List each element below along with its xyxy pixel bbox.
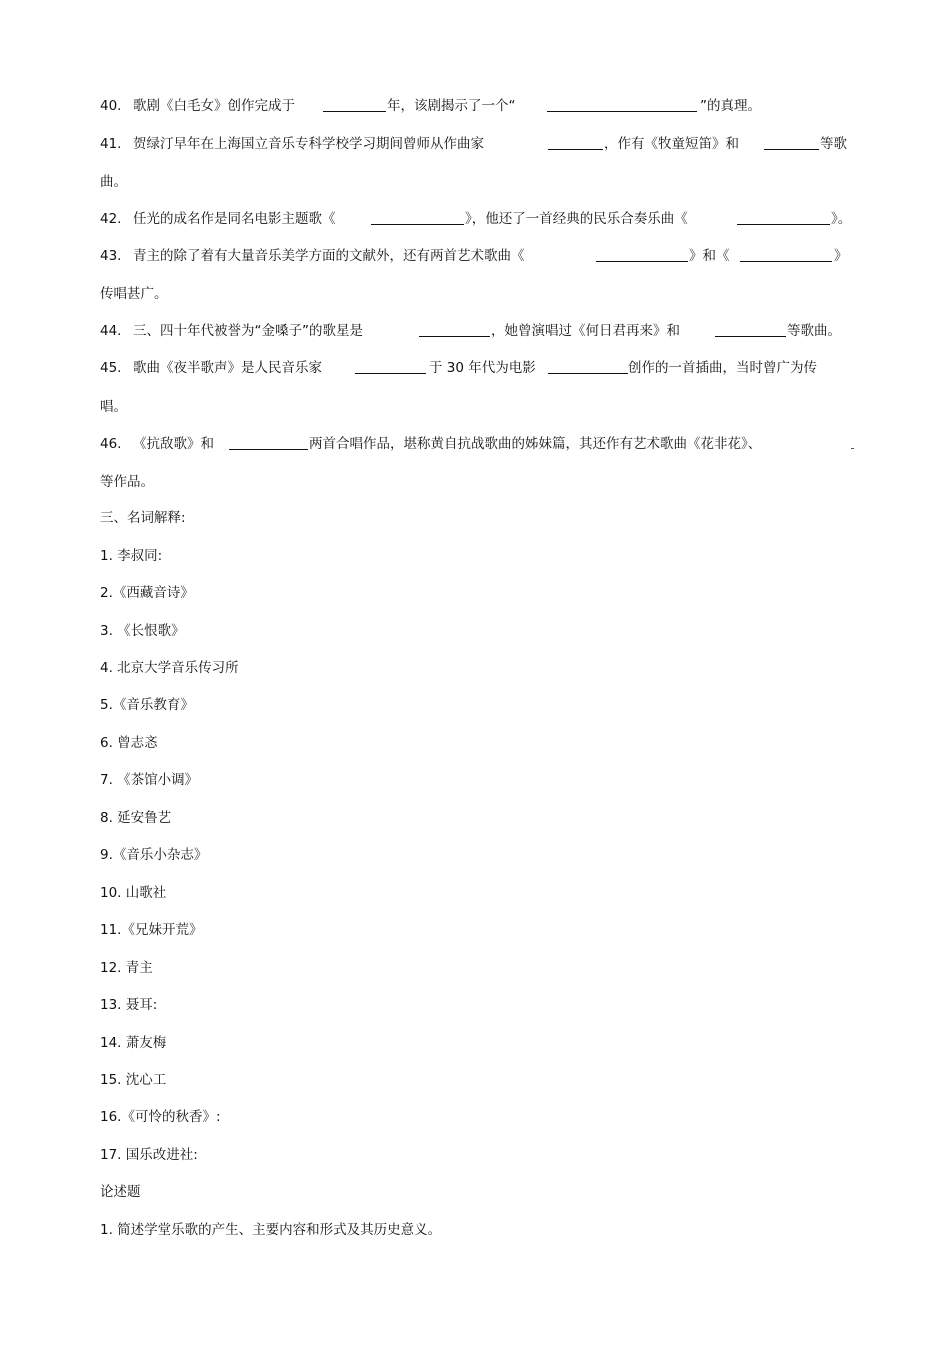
question-46-continued: [0, 472, 950, 492]
question-text: 于 30 年代为电影: [429, 360, 536, 376]
question-text: 》。: [831, 211, 852, 227]
question-text: ，她曾演唱过《何日君再来》和: [491, 323, 680, 339]
essay-question: 1. 简述学堂乐歌的产生、主要内容和形式及其历史意义。: [100, 1222, 442, 1238]
question-45: [0, 358, 950, 378]
glossary-item: [0, 845, 950, 865]
answer-blank: [371, 224, 464, 225]
question-text: ”的真理。: [700, 98, 761, 114]
glossary-term: 7. 《茶馆小调》: [100, 772, 199, 788]
glossary-term: 16.《可怜的秋香》:: [100, 1109, 221, 1125]
glossary-term: 14. 萧友梅: [100, 1035, 167, 1051]
glossary-item: [0, 695, 950, 715]
glossary-item: [0, 958, 950, 978]
question-40: [0, 96, 950, 116]
question-text: 》和《: [689, 248, 730, 264]
question-number: 41.: [100, 136, 122, 152]
question-number: 40.: [100, 98, 122, 114]
question-text: 曲。: [100, 174, 127, 190]
question-text: 创作的一首插曲，当时曾广为传: [628, 360, 817, 376]
question-46: [0, 434, 950, 454]
section-heading: 三、名词解释:: [100, 510, 186, 526]
question-text: 《抗敌歌》和: [133, 436, 214, 452]
question-text: 》，他还了一首经典的民乐合奏乐曲《: [465, 211, 688, 227]
answer-blank: [323, 111, 386, 112]
glossary-item: [0, 770, 950, 790]
glossary-item: [0, 1107, 950, 1127]
question-45-continued: [0, 397, 950, 417]
section-heading: 论述题: [100, 1184, 141, 1200]
glossary-item: [0, 883, 950, 903]
question-text: 年，该剧揭示了一个“: [387, 98, 516, 114]
glossary-term: 11.《兄妹开荒》: [100, 922, 203, 938]
answer-blank: [548, 149, 603, 150]
question-text: 》: [834, 248, 848, 264]
question-number: 43.: [100, 248, 122, 264]
answer-blank: [740, 261, 832, 262]
essay-item: [0, 1220, 950, 1240]
question-41-continued: [0, 172, 950, 192]
stray-mark: [851, 448, 854, 449]
question-text: 三、四十年代被誉为“金嗓子”的歌星是: [133, 323, 363, 339]
glossary-term: 3. 《长恨歌》: [100, 623, 185, 639]
glossary-item: [0, 920, 950, 940]
question-text: 贺绿汀早年在上海国立音乐专科学校学习期间曾师从作曲家: [133, 136, 484, 152]
glossary-term: 4. 北京大学音乐传习所: [100, 660, 239, 676]
question-text: 歌剧《白毛女》创作完成于: [133, 98, 295, 114]
glossary-item: [0, 1145, 950, 1165]
answer-blank: [547, 111, 697, 112]
glossary-item: [0, 583, 950, 603]
glossary-item: [0, 621, 950, 641]
question-text: 任光的成名作是同名电影主题歌《: [133, 211, 336, 227]
question-number: 42.: [100, 211, 122, 227]
glossary-term: 6. 曾志忞: [100, 735, 158, 751]
answer-blank: [229, 449, 308, 450]
glossary-item: [0, 733, 950, 753]
glossary-term: 8. 延安鲁艺: [100, 810, 172, 826]
section-heading-glossary: [0, 508, 950, 528]
glossary-item: [0, 658, 950, 678]
glossary-term: 13. 聂耳:: [100, 997, 158, 1013]
glossary-term: 1. 李叔同:: [100, 548, 163, 564]
question-41: [0, 134, 950, 154]
question-44: [0, 321, 950, 341]
question-number: 46.: [100, 436, 122, 452]
glossary-term: 17. 国乐改进社:: [100, 1147, 198, 1163]
glossary-item: [0, 995, 950, 1015]
question-text: 等歌: [820, 136, 847, 152]
question-text: 青主的除了着有大量音乐美学方面的文献外，还有两首艺术歌曲《: [133, 248, 525, 264]
question-42: [0, 209, 950, 229]
question-43-continued: [0, 284, 950, 304]
glossary-term: 5.《音乐教育》: [100, 697, 194, 713]
question-text: 等歌曲。: [787, 323, 841, 339]
question-text: ，作有《牧童短笛》和: [604, 136, 739, 152]
question-text: 等作品。: [100, 474, 154, 490]
question-text: 歌曲《夜半歌声》是人民音乐家: [133, 360, 322, 376]
question-text: 两首合唱作品，堪称黄自抗战歌曲的姊妹篇，其还作有艺术歌曲《花非花》、: [309, 436, 762, 452]
glossary-item: [0, 546, 950, 566]
question-number: 44.: [100, 323, 122, 339]
glossary-item: [0, 808, 950, 828]
question-text: 唱。: [100, 399, 127, 415]
glossary-term: 15. 沈心工: [100, 1072, 167, 1088]
answer-blank: [548, 373, 628, 374]
question-number: 45.: [100, 360, 122, 376]
glossary-item: [0, 1033, 950, 1053]
answer-blank: [419, 336, 490, 337]
glossary-term: 10. 山歌社: [100, 885, 167, 901]
section-heading-essay: [0, 1182, 950, 1202]
glossary-item: [0, 1070, 950, 1090]
glossary-term: 2.《西藏音诗》: [100, 585, 194, 601]
answer-blank: [355, 373, 426, 374]
answer-blank: [737, 224, 830, 225]
glossary-term: 12. 青主: [100, 960, 153, 976]
answer-blank: [764, 149, 819, 150]
question-43: [0, 246, 950, 266]
answer-blank: [596, 261, 688, 262]
answer-blank: [715, 336, 786, 337]
glossary-term: 9.《音乐小杂志》: [100, 847, 208, 863]
question-text: 传唱甚广。: [100, 286, 168, 302]
